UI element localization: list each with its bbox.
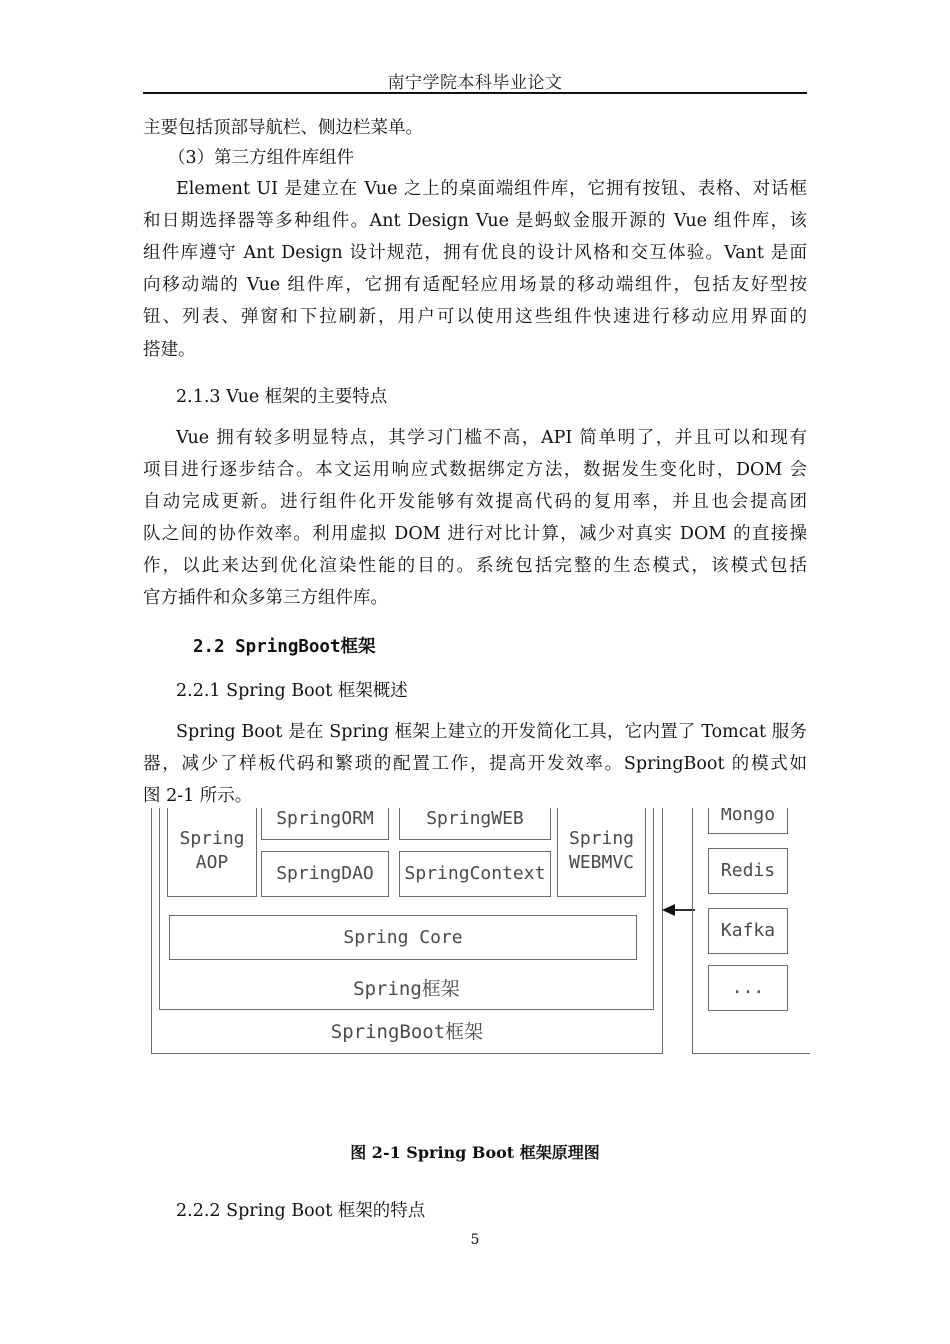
figure-springboot-architecture xyxy=(140,808,810,1060)
text-line: 图 2-1 所示。 xyxy=(143,786,253,806)
spring-frame-label: Spring框架 xyxy=(353,978,460,1000)
more-services-box: ... xyxy=(708,965,788,1011)
text-line: 官方插件和众多第三方组件库。 xyxy=(143,588,388,608)
spring-webmvc-box: Spring WEBMVC xyxy=(557,808,646,897)
list-heading: （3）第三方组件库组件 xyxy=(168,148,355,168)
text-line: Element UI 是建立在 Vue 之上的桌面端组件库，它拥有按钮、表格、对话框 xyxy=(176,179,807,199)
page-header-title: 南宁学院本科毕业论文 xyxy=(387,73,563,93)
spring-aop-box: Spring AOP xyxy=(167,808,257,897)
text-line: 主要包括顶部导航栏、侧边栏菜单。 xyxy=(143,118,423,138)
text-line: 器，减少了样板代码和繁琐的配置工作，提高开发效率。SpringBoot 的模式如 xyxy=(143,754,807,774)
text-line: 组件库遵守 Ant Design 设计规范，拥有优良的设计风格和交互体验。Vant 是面 xyxy=(143,243,807,263)
text-line: 自动完成更新。进行组件化开发能够有效提高代码的复用率，并且也会提高团 xyxy=(143,492,807,512)
spring-web-box: SpringWEB xyxy=(399,808,551,840)
spring-context-box: SpringContext xyxy=(399,851,551,897)
header-rule xyxy=(143,92,807,94)
text-line: 队之间的协作效率。利用虚拟 DOM 进行对比计算，减少对真实 DOM 的直接操 xyxy=(143,524,807,544)
subsection-heading-2-2-1: 2.2.1 Spring Boot 框架概述 xyxy=(176,681,408,701)
text-line: 向移动端的 Vue 组件库，它拥有适配轻应用场景的移动端组件，包括友好型按 xyxy=(143,275,807,295)
spring-orm-box: SpringORM xyxy=(261,808,389,840)
text-line: Vue 拥有较多明显特点，其学习门槛不高，API 简单明了，并且可以和现有 xyxy=(176,428,807,448)
spring-core-box: Spring Core xyxy=(169,915,637,960)
arrow-icon xyxy=(662,902,696,918)
text-line: 作，以此来达到优化渲染性能的目的。系统包括完整的生态模式，该模式包括 xyxy=(143,556,807,576)
kafka-box: Kafka xyxy=(708,908,788,954)
text-line: 和日期选择器等多种组件。Ant Design Vue 是蚂蚁金服开源的 Vue 组件库，该 xyxy=(143,211,807,231)
page-number: 5 xyxy=(470,1232,480,1248)
text-line: 钮、列表、弹窗和下拉刷新，用户可以使用这些组件快速进行移动应用界面的 xyxy=(143,307,807,327)
redis-box: Redis xyxy=(708,848,788,894)
section-heading-2-2: 2.2 SpringBoot框架 xyxy=(193,637,376,657)
springboot-frame-label: SpringBoot框架 xyxy=(330,1021,484,1043)
text-line: Spring Boot 是在 Spring 框架上建立的开发简化工具，它内置了 Tomcat 服务 xyxy=(176,722,807,742)
subsection-heading-2-1-3: 2.1.3 Vue 框架的主要特点 xyxy=(176,387,388,407)
mongo-box: Mongo xyxy=(708,808,788,834)
subsection-heading-2-2-2: 2.2.2 Spring Boot 框架的特点 xyxy=(176,1201,426,1221)
text-line: 搭建。 xyxy=(143,340,196,360)
figure-caption: 图 2-1 Spring Boot 框架原理图 xyxy=(350,1143,600,1162)
text-line: 项目进行逐步结合。本文运用响应式数据绑定方法，数据发生变化时，DOM 会 xyxy=(143,460,807,480)
spring-dao-box: SpringDAO xyxy=(261,851,389,897)
